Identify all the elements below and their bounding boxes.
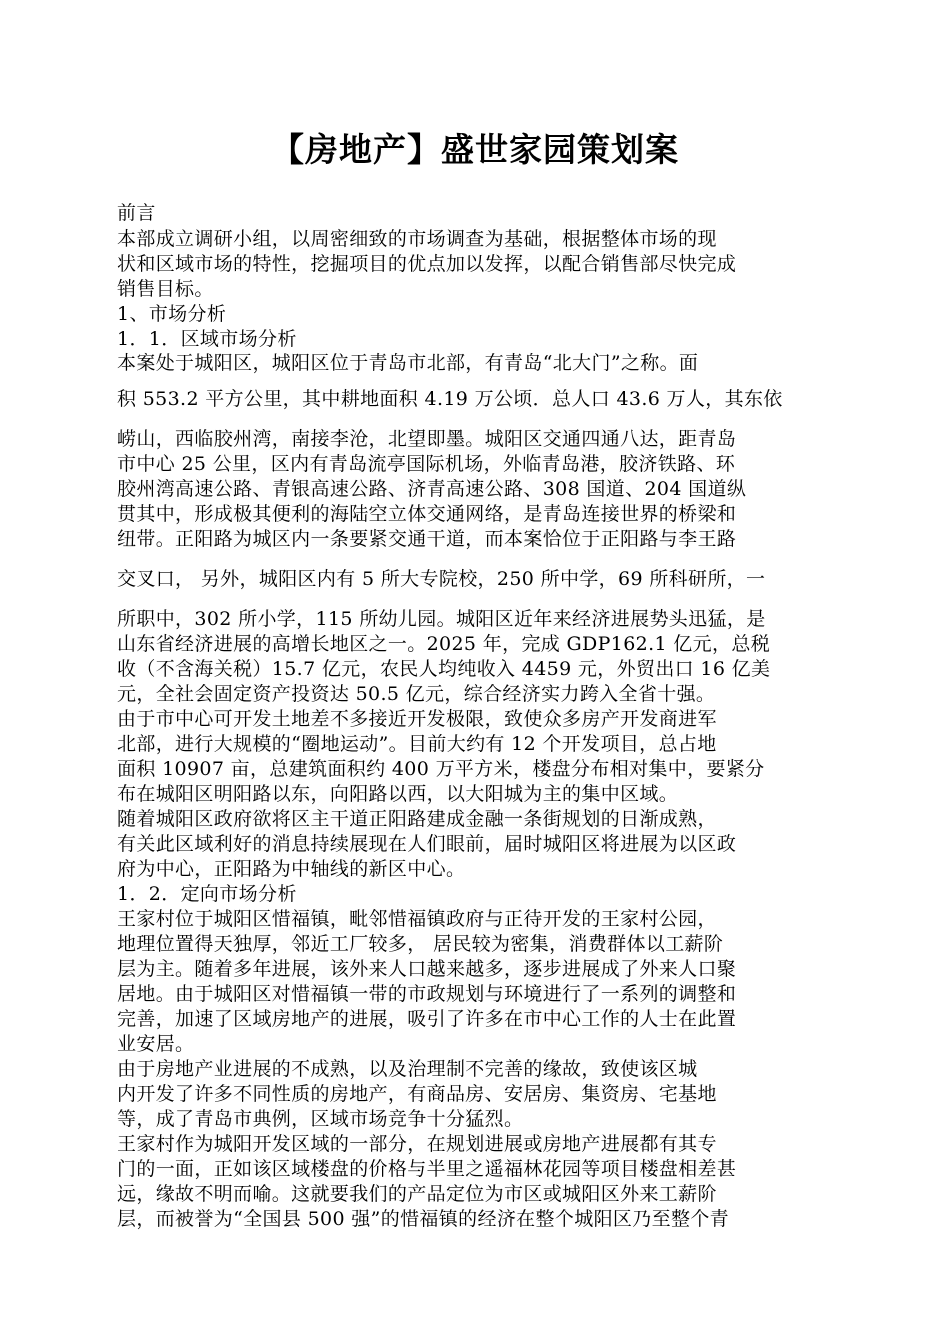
text-line: 由于市中心可开发土地差不多接近开发极限，致使众多房产开发商进军 — [117, 708, 717, 730]
text-line: 本部成立调研小组，以周密细致的市场调查为基础，根据整体市场的现 — [117, 228, 717, 250]
text-line: 崂山，西临胶州湾，南接李沧，北望即墨。城阳区交通四通八达，距青岛 — [117, 428, 737, 450]
text-line: 居地。由于城阳区对惜福镇一带的市政规划与环境进行了一系列的调整和 — [117, 983, 737, 1005]
text-line: 王家村位于城阳区惜福镇，毗邻惜福镇政府与正待开发的王家村公园， — [117, 908, 717, 930]
text-line: 府为中心，正阳路为中轴线的新区中心。 — [117, 858, 466, 880]
text-line: 贯其中，形成极其便利的海陆空立体交通网络，是青岛连接世界的桥梁和 — [117, 503, 737, 525]
text-line: 由于房地产业进展的不成熟，以及治理制不完善的缘故，致使该区城 — [117, 1058, 698, 1080]
text-line: 层为主。随着多年进展，该外来人口越来越多，逐步进展成了外来人口聚 — [117, 958, 737, 980]
text-line: 远，缘故不明而喻。这就要我们的产品定位为市区或城阳区外来工薪阶 — [117, 1183, 717, 1205]
text-line: 北部，进行大规模的“圈地运动”。目前大约有 12 个开发项目，总占地 — [117, 733, 717, 755]
text-line: 积 553.2 平方公里，其中耕地面积 4.19 万公顷．总人口 43.6 万人，其东依 — [117, 388, 783, 410]
text-line: 内开发了许多不同性质的房地产，有商品房、安居房、集资房、宅基地 — [117, 1083, 717, 1105]
text-line: 交叉口， 另外，城阳区内有 5 所大专院校，250 所中学，69 所科研所，一 — [117, 568, 766, 590]
text-line: 完善，加速了区域房地产的进展，吸引了许多在市中心工作的人士在此置 — [117, 1008, 737, 1030]
text-line: 业安居。 — [117, 1033, 195, 1055]
text-line: 王家村作为城阳开发区域的一部分，在规划进展或房地产进展都有其专 — [117, 1133, 717, 1155]
text-line: 层，而被誉为“全国县 500 强”的惜福镇的经济在整个城阳区乃至整个青 — [117, 1208, 730, 1230]
text-line: 元，全社会固定资产投资达 50.5 亿元，综合经济实力跨入全省十强。 — [117, 683, 716, 705]
text-line: 胶州湾高速公路、青银高速公路、济青高速公路、308 国道、204 国道纵 — [117, 478, 747, 500]
text-line: 地理位置得天独厚，邻近工厂较多， 居民较为密集，消费群体以工薪阶 — [117, 933, 724, 955]
text-line: 山东省经济进展的高增长地区之一。2025 年，完成 GDP162.1 亿元，总税 — [117, 633, 771, 655]
text-line: 市中心 25 公里，区内有青岛流亭国际机场，外临青岛港，胶济铁路、环 — [117, 453, 736, 475]
text-line: 本案处于城阳区，城阳区位于青岛市北部，有青岛“北大门”之称。面 — [117, 352, 699, 374]
text-line: 门的一面，正如该区域楼盘的价格与半里之遥福林花园等项目楼盘相差甚 — [117, 1158, 737, 1180]
text-line: 状和区域市场的特性，挖掘项目的优点加以发挥，以配合销售部尽快完成 — [117, 253, 737, 275]
text-line: 所职中，302 所小学，115 所幼儿园。城阳区近年来经济进展势头迅猛，是 — [117, 608, 766, 630]
section-heading: 1、市场分析 — [117, 303, 227, 325]
text-line: 等，成了青岛市典例，区域市场竞争十分猛烈。 — [117, 1108, 524, 1130]
document-title: 【房地产】盛世家园策划案 — [271, 130, 679, 169]
section-heading: 1．2．定向市场分析 — [117, 883, 297, 905]
text-line: 纽带。正阳路为城区内一条要紧交通干道，而本案恰位于正阳路与李王路 — [117, 528, 737, 550]
text-line: 收（不含海关税）15.7 亿元，农民人均纯收入 4459 元，外贸出口 16 亿美 — [117, 658, 771, 680]
text-line: 面积 10907 亩，总建筑面积约 400 万平方米，楼盘分布相对集中，要紧分 — [117, 758, 765, 780]
text-line: 布在城阳区明阳路以东，向阳路以西，以大阳城为主的集中区域。 — [117, 783, 679, 805]
text-line: 有关此区域利好的消息持续展现在人们眼前，届时城阳区将进展为以区政 — [117, 833, 737, 855]
text-line: 随着城阳区政府欲将区主干道正阳路建成金融一条街规划的日渐成熟， — [117, 808, 717, 830]
text-line: 销售目标。 — [117, 278, 214, 300]
section-heading: 1．1．区域市场分析 — [117, 328, 297, 350]
text-line: 前言 — [117, 202, 156, 224]
